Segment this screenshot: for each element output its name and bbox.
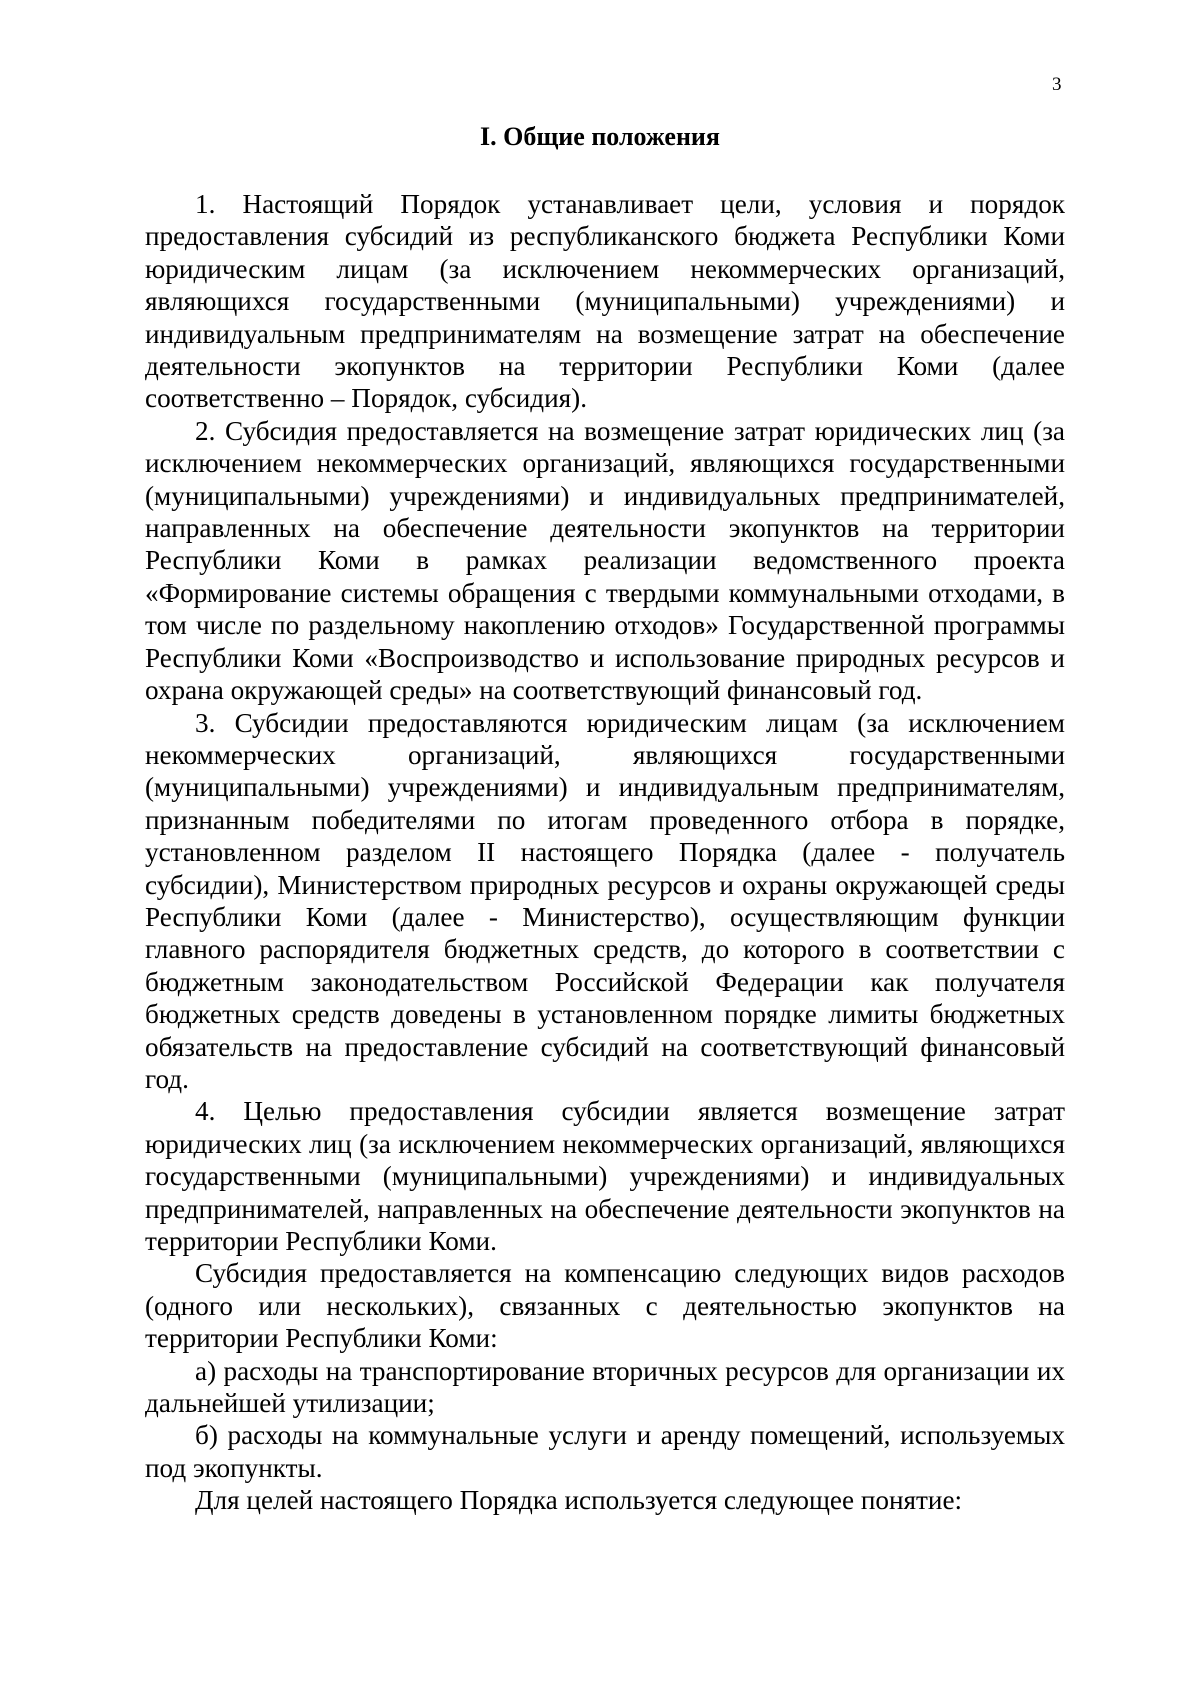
paragraph-1: 1. Настоящий Порядок устанавливает цели, условия и порядок предоставления субсидий из республиканского бюджета Республики Коми юридическим лицам (за исключением некоммерческих организаций, являющихся государственными (муниципальными) учреждениями) и индивидуальным предпринимателям на возмещение затрат на обеспечение деятельности экопунктов на территории Республики Коми (далее соответственно – Порядок, субсидия). [145, 189, 1065, 414]
section-title: I. Общие положения [480, 122, 720, 151]
page-number: 3 [1052, 74, 1062, 95]
paragraph-3: 3. Субсидии предоставляются юридическим лицам (за исключением некоммерческих организаций, являющихся государственными (муниципальными) учреждениями) и индивидуальным предпринимателям, признанным победителями по итогам проведенного отбора в порядке, установленном разделом II настоящего Порядка (далее - получатель субсидии), Министерством природных ресурсов и охраны окружающей среды Республики Коми (далее - Министерство), осуществляющим функции главного распорядителя бюджетных средств, до которого в соответствии с бюджетным законодательством Российской Федерации как получателя бюджетных средств доведены в установленном порядке лимиты бюджетных обязательств на предоставление субсидий на соответствующий финансовый год. [145, 707, 1065, 1094]
paragraph-4: 4. Целью предоставления субсидии является возмещение затрат юридических лиц (за исключением некоммерческих организаций, являющихся государственными (муниципальными) учреждениями) и индивидуальных предпринимателей, направленных на обеспечение деятельности экопунктов на территории Республики Коми. [145, 1096, 1065, 1256]
list-item-b: б) расходы на коммунальные услуги и аренду помещений, используемых под экопункты. [145, 1420, 1065, 1483]
paragraph-definition-intro: Для целей настоящего Порядка используется следующее понятие: [195, 1485, 963, 1516]
paragraph-subsidy-expenses: Субсидия предоставляется на компенсацию следующих видов расходов (одного или нескольких), связанных с деятельностью экопунктов на территории Республики Коми: [145, 1258, 1065, 1354]
list-item-a: а) расходы на транспортирование вторичных ресурсов для организации их дальнейшей утилизации; [145, 1355, 1065, 1419]
paragraph-2: 2. Субсидия предоставляется на возмещение затрат юридических лиц (за исключением некоммерческих организаций, являющихся государственными (муниципальными) учреждениями) и индивидуальных предпринимателей, направленных на обеспечение деятельности экопунктов на территории Республики Коми в рамках реализации ведомственного проекта «Формирование системы обращения с твердыми коммунальными отходами, в том числе по раздельному накоплению отходов» Государственной программы Республики Коми «Воспроизводство и использование природных ресурсов и охрана окружающей среды» на соответствующий финансовый год. [145, 415, 1065, 706]
document-body [145, 188, 1065, 1517]
